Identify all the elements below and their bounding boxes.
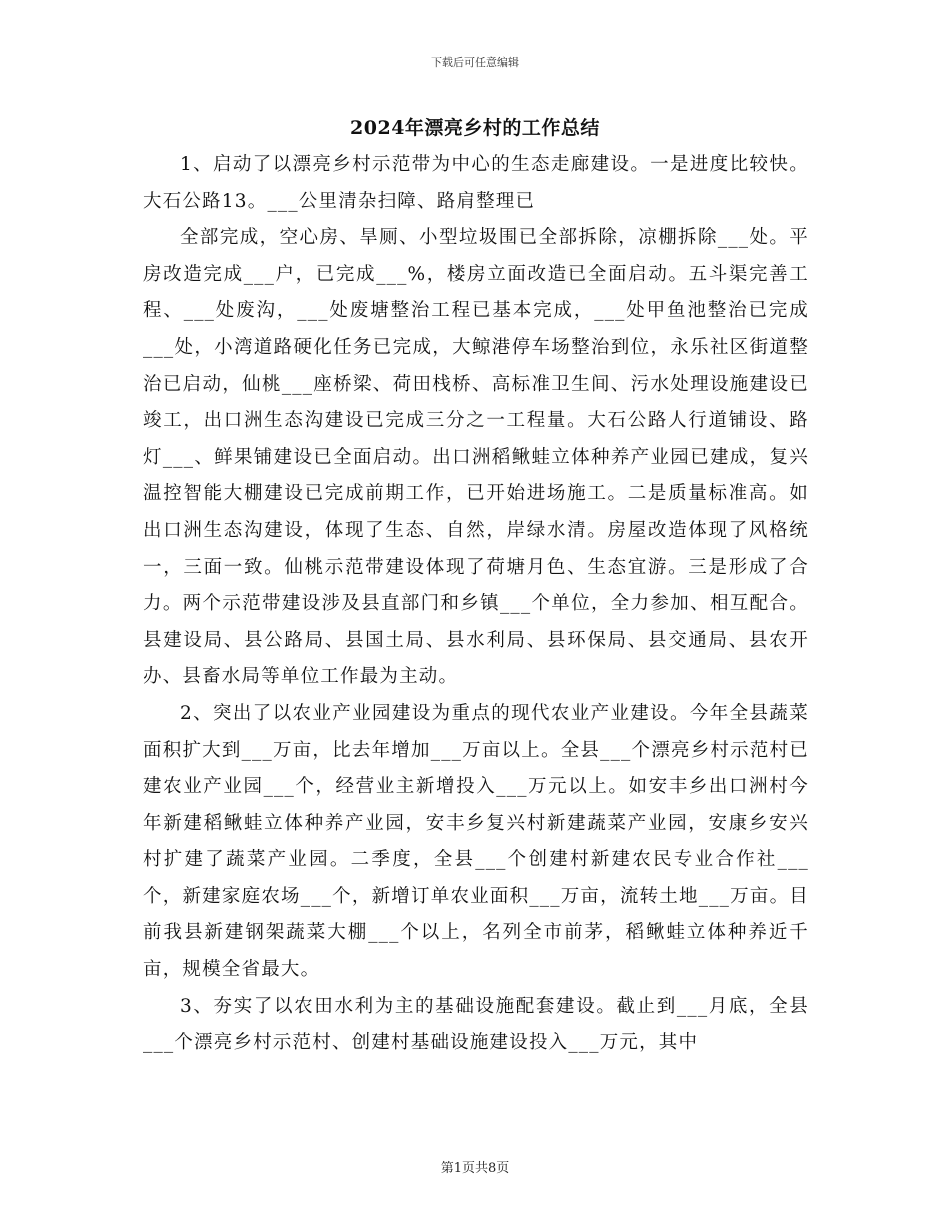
- page-footer: 第1页共8页: [440, 1161, 510, 1176]
- paragraph-1-continued: 全部完成，空心房、旱厕、小型垃圾围已全部拆除，凉棚拆除___处。平房改造完成___户，已完成___%，楼房立面改造已全面启动。五斗渠完善工程、___处废沟，___处废塘整治工程已基本完成，___处甲鱼池整治已完成___处，小湾道路硬化任务已完成，大鲸港停车场整治到位，永乐社区街道整治已启动，仙桃___座桥梁、荷田栈桥、高标准卫生间、污水处理设施建设已竣工，出口洲生态沟建设已完成三分之一工程量。大石公路人行道铺设、路灯___、鲜果铺建设已全面启动。出口洲稻鳅蛙立体种养产业园已建成，复兴温控智能大棚建设已完成前期工作，已开始进场施工。二是质量标准高。如出口洲生态沟建设，体现了生态、自然，岸绿水清。房屋改造体现了风格统一，三面一致。仙桃示范带建设体现了荷塘月色、生态宜游。三是形成了合力。两个示范带建设涉及县直部门和乡镇___个单位，全力参加、相互配合。县建设局、县公路局、县国土局、县水利局、县环保局、县交通局、县农开办、县畜水局等单位工作最为主动。: [143, 227, 809, 688]
- paragraph-1: 1、启动了以漂亮乡村示范带为中心的生态走廊建设。一是进度比较快。大石公路13。___公里清杂扫障、路肩整理已: [143, 154, 809, 212]
- paragraph-2: 2、突出了以农业产业园建设为重点的现代农业产业建设。今年全县蔬菜面积扩大到___万亩，比去年增加___万亩以上。全县___个漂亮乡村示范村已建农业产业园___个，经营业主新增投入___万元以上。如安丰乡出口洲村今年新建稻鳅蛙立体种养产业园，安丰乡复兴村新建蔬菜产业园，安康乡安兴村扩建了蔬菜产业园。二季度，全县___个创建村新建农民专业合作社___个，新建家庭农场___个，新增订单农业面积___万亩，流转土地___万亩。目前我县新建钢架蔬菜大棚___个以上，名列全市前茅，稻鳅蛙立体种养近千亩，规模全省最大。: [143, 702, 809, 981]
- paragraph-3: 3、夯实了以农田水利为主的基础设施配套建设。截止到___月底，全县___个漂亮乡村示范村、创建村基础设施建设投入___万元，其中: [143, 995, 809, 1054]
- document-title: 2024年漂亮乡村的工作总结: [350, 117, 600, 139]
- header-note: 下载后可任意编辑: [431, 56, 519, 69]
- document-body: [143, 147, 809, 1062]
